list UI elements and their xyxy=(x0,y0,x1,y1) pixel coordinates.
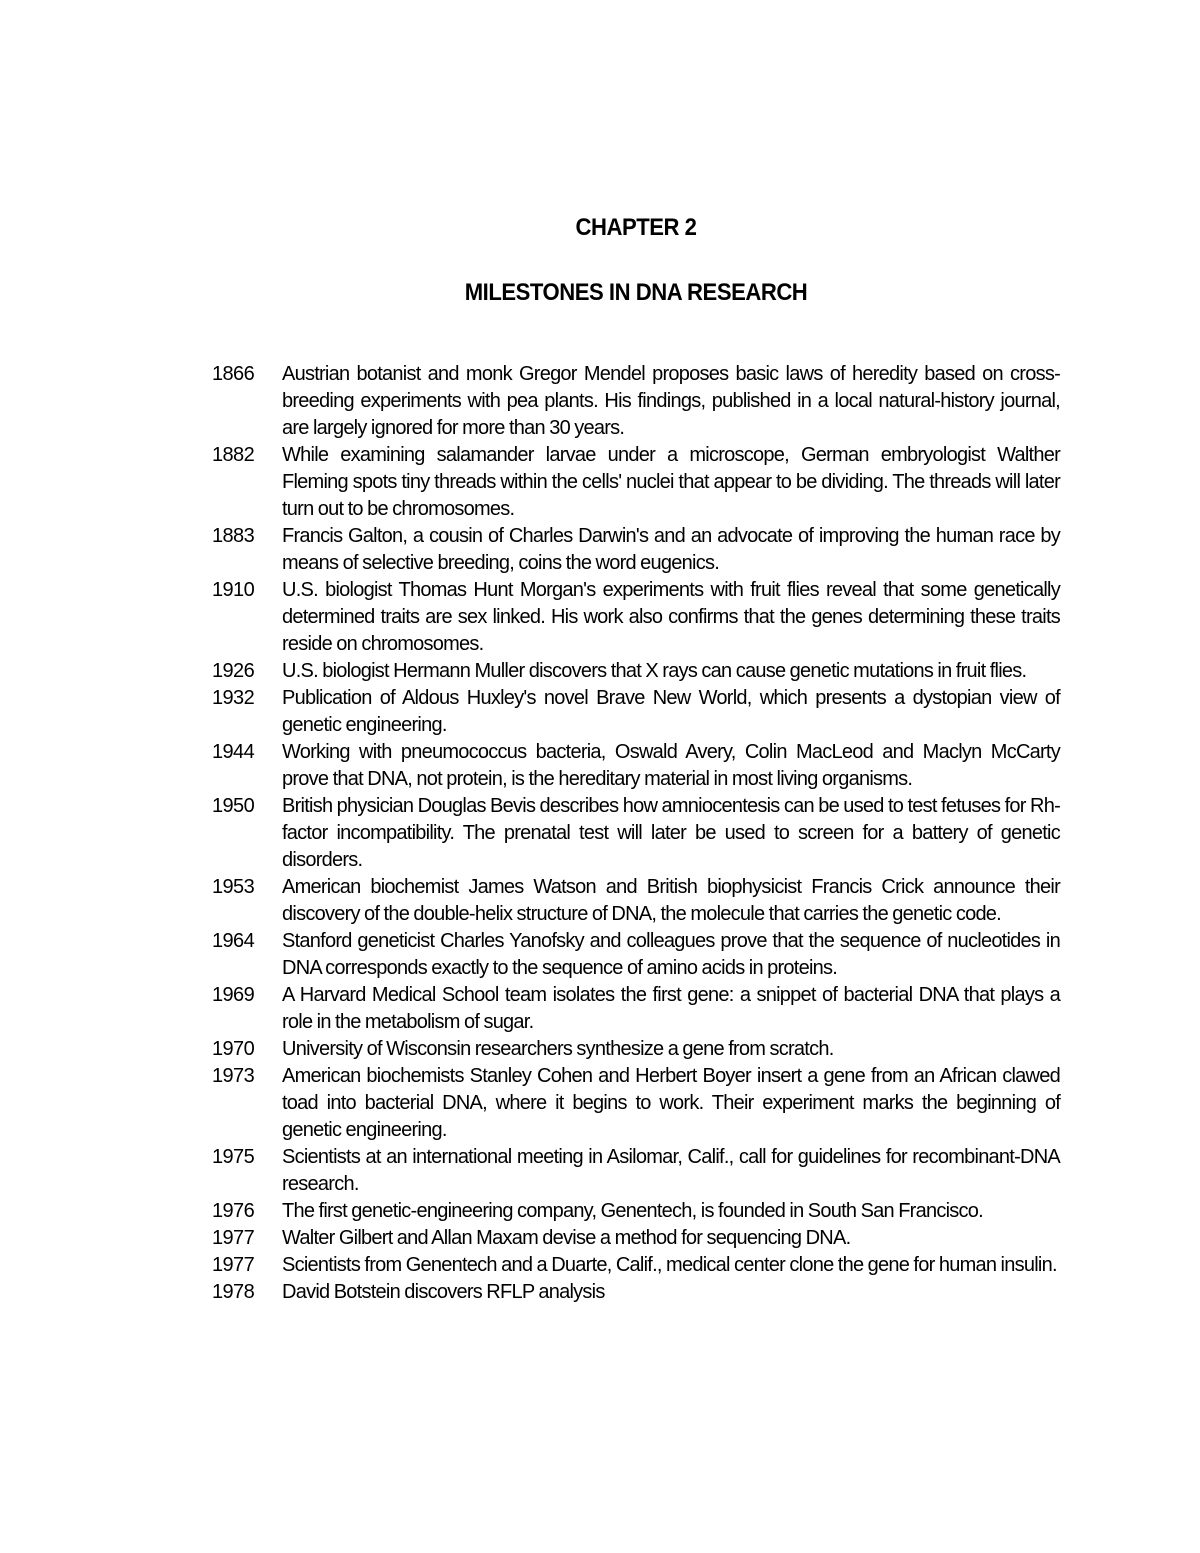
milestone-year: 1969 xyxy=(212,984,255,1006)
milestone-text: American biochemist James Watson and British biophysicist Francis Crick announce their discovery of the double-helix structure of DNA, the molecule that carries the genetic code. xyxy=(282,876,1060,925)
milestone-year: 1910 xyxy=(212,579,255,601)
milestone-entry xyxy=(212,1036,1060,1063)
milestone-entry xyxy=(212,577,1060,658)
milestone-entry xyxy=(212,928,1060,982)
milestone-text: U.S. biologist Hermann Muller discovers that X rays can cause genetic mutations in fruit flies. xyxy=(282,660,1027,682)
milestone-year: 1950 xyxy=(212,795,255,817)
milestone-text: A Harvard Medical School team isolates the first gene: a snippet of bacterial DNA that plays a role in the metabolism of sugar. xyxy=(282,984,1060,1033)
milestone-text: Walter Gilbert and Allan Maxam devise a method for sequencing DNA. xyxy=(282,1227,851,1249)
milestone-entry xyxy=(212,982,1060,1036)
milestone-year: 1977 xyxy=(212,1254,255,1276)
milestone-year: 1976 xyxy=(212,1200,255,1222)
milestone-entry xyxy=(212,1063,1060,1144)
milestone-year: 1970 xyxy=(212,1038,255,1060)
milestone-entry xyxy=(212,361,1060,442)
milestone-year: 1883 xyxy=(212,525,255,547)
milestone-year: 1882 xyxy=(212,444,255,466)
milestone-year: 1932 xyxy=(212,687,255,709)
milestone-text: Austrian botanist and monk Gregor Mendel proposes basic laws of heredity based on cross-breeding experiments with pea plants. His findings, published in a local natural-history journal, are largely ignored for more than 30 years. xyxy=(282,363,1060,439)
milestone-year: 1953 xyxy=(212,876,255,898)
milestone-text: Scientists at an international meeting in Asilomar, Calif., call for guidelines for recombinant-DNA research. xyxy=(282,1146,1060,1195)
milestone-text: The first genetic-engineering company, Genentech, is founded in South San Francisco. xyxy=(282,1200,983,1222)
milestone-text: U.S. biologist Thomas Hunt Morgan's experiments with fruit flies reveal that some genetically determined traits are sex linked. His work also confirms that the genes determining these traits reside on chromosomes. xyxy=(282,579,1060,655)
milestone-entry xyxy=(212,685,1060,739)
milestone-entry xyxy=(212,1279,1060,1306)
milestone-timeline xyxy=(212,361,1060,1306)
chapter-number: CHAPTER 2 xyxy=(575,214,697,241)
milestone-entry xyxy=(212,793,1060,874)
milestone-year: 1866 xyxy=(212,363,255,385)
milestone-year: 1975 xyxy=(212,1146,255,1168)
milestone-entry xyxy=(212,739,1060,793)
chapter-title: MILESTONES IN DNA RESEARCH xyxy=(464,279,808,306)
milestone-year: 1977 xyxy=(212,1227,255,1249)
milestone-entry xyxy=(212,1252,1060,1279)
milestone-entry xyxy=(212,523,1060,577)
milestone-entry xyxy=(212,1198,1060,1225)
milestone-entry xyxy=(212,658,1060,685)
milestone-entry xyxy=(212,874,1060,928)
milestone-text: Working with pneumococcus bacteria, Oswald Avery, Colin MacLeod and Maclyn McCarty prove that DNA, not protein, is the hereditary material in most living organisms. xyxy=(282,741,1060,790)
milestone-year: 1973 xyxy=(212,1065,255,1087)
milestone-entry xyxy=(212,1225,1060,1252)
milestone-year: 1926 xyxy=(212,660,255,682)
milestone-text: University of Wisconsin researchers synthesize a gene from scratch. xyxy=(282,1038,834,1060)
milestone-entry xyxy=(212,1144,1060,1198)
milestone-text: Stanford geneticist Charles Yanofsky and colleagues prove that the sequence of nucleotides in DNA corresponds exactly to the sequence of amino acids in proteins. xyxy=(282,930,1060,979)
milestone-year: 1944 xyxy=(212,741,255,763)
milestone-year: 1978 xyxy=(212,1281,255,1303)
milestone-text: British physician Douglas Bevis describes how amniocentesis can be used to test fetuses for Rh-factor incompatibility. The prenatal test will later be used to screen for a battery of genetic disorders. xyxy=(282,795,1060,871)
milestone-year: 1964 xyxy=(212,930,255,952)
milestone-text: American biochemists Stanley Cohen and Herbert Boyer insert a gene from an African clawed toad into bacterial DNA, where it begins to work. Their experiment marks the beginning of genetic engineering. xyxy=(282,1065,1060,1141)
milestone-text: Publication of Aldous Huxley's novel Brave New World, which presents a dystopian view of genetic engineering. xyxy=(282,687,1060,736)
milestone-text: Francis Galton, a cousin of Charles Darwin's and an advocate of improving the human race by means of selective breeding, coins the word eugenics. xyxy=(282,525,1060,574)
milestone-text: Scientists from Genentech and a Duarte, Calif., medical center clone the gene for human insulin. xyxy=(282,1254,1057,1276)
milestone-text: David Botstein discovers RFLP analysis xyxy=(282,1281,605,1303)
milestone-text: While examining salamander larvae under a microscope, German embryologist Walther Fleming spots tiny threads within the cells' nuclei that appear to be dividing. The threads will later turn out to be chromosomes. xyxy=(282,444,1060,520)
milestone-entry xyxy=(212,442,1060,523)
